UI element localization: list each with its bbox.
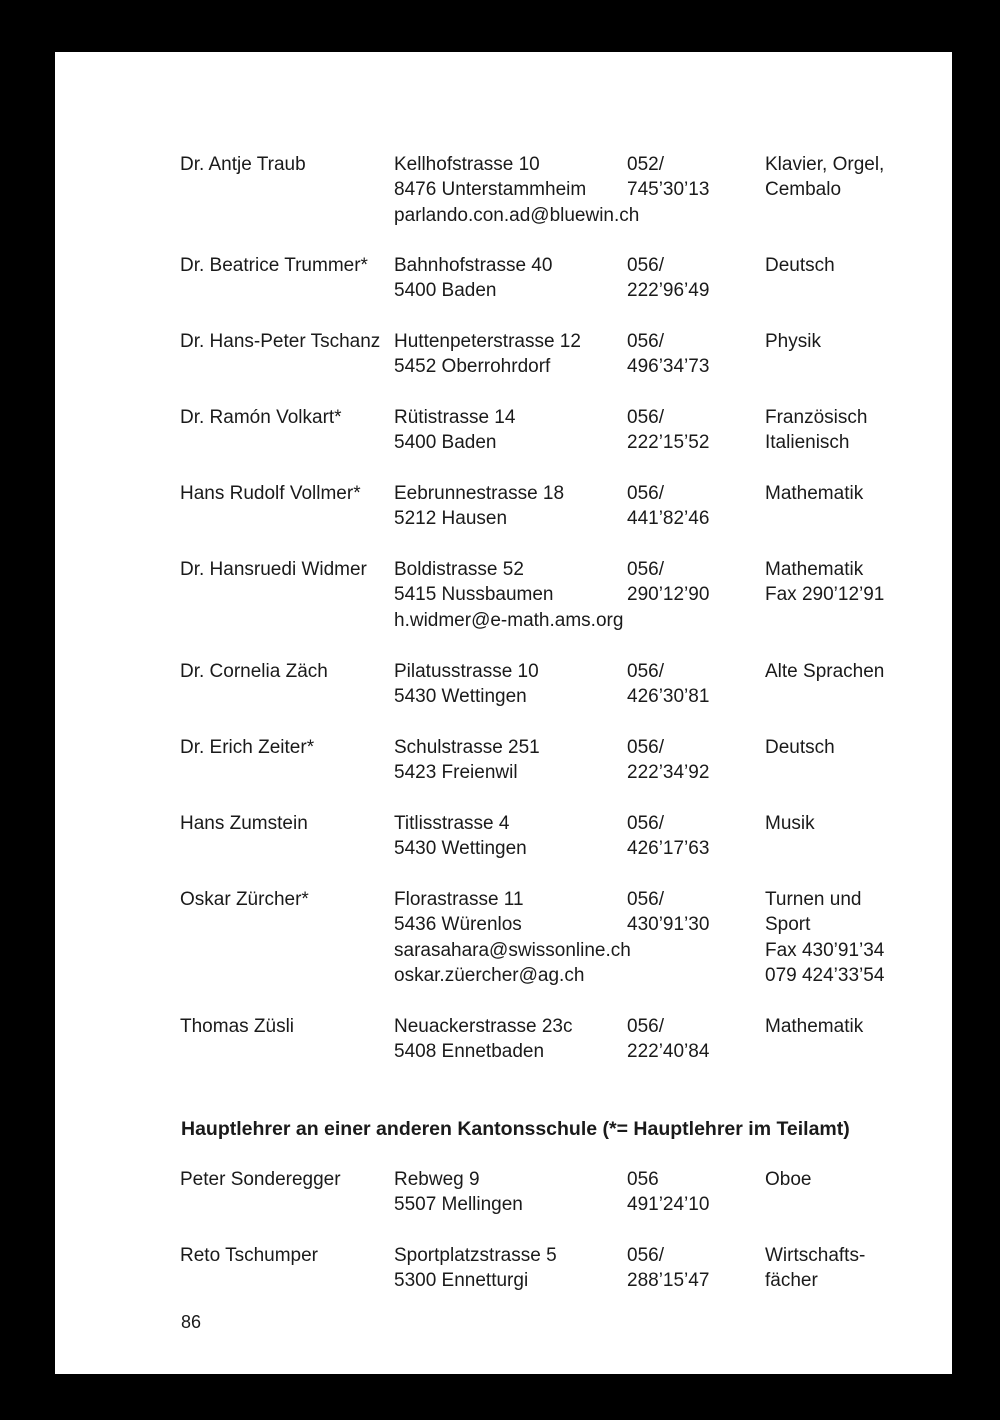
address-line: Rebweg 9 bbox=[394, 1169, 480, 1190]
subject-line: Physik bbox=[765, 331, 821, 352]
area-code: 056/ bbox=[627, 813, 664, 834]
address-line: 5507 Mellingen bbox=[394, 1194, 523, 1216]
area-code: 056/ bbox=[627, 255, 664, 276]
address-line: Schulstrasse 251 bbox=[394, 737, 540, 758]
address-line: 5408 Ennetbaden bbox=[394, 1041, 545, 1063]
name: Peter Sonderegger bbox=[180, 1169, 341, 1190]
email: parlando.con.ad@bluewin.ch bbox=[394, 204, 640, 226]
address bbox=[394, 1243, 557, 1294]
address bbox=[394, 659, 539, 710]
area-code: 056/ bbox=[627, 1245, 664, 1266]
phone-number: 222’15’52 bbox=[627, 432, 710, 454]
area-code: 056/ bbox=[627, 1016, 664, 1037]
subject-line: Alte Sprachen bbox=[765, 661, 885, 682]
name: Dr. Beatrice Trummer* bbox=[180, 255, 368, 276]
address-line: Rütistrasse 14 bbox=[394, 407, 516, 428]
subject-line: Mathematik bbox=[765, 1016, 864, 1037]
phone bbox=[627, 557, 709, 608]
address-line: 5423 Freienwil bbox=[394, 762, 518, 784]
phone bbox=[627, 887, 709, 938]
address-line: Kellhofstrasse 10 bbox=[394, 154, 540, 175]
address bbox=[394, 811, 527, 862]
name: Reto Tschumper bbox=[180, 1245, 318, 1266]
subject-line: Deutsch bbox=[765, 737, 835, 758]
page-number: 86 bbox=[181, 1312, 202, 1332]
area-code: 052/ bbox=[627, 154, 664, 175]
address-line: 5436 Würenlos bbox=[394, 914, 522, 936]
address-line: Titlisstrasse 4 bbox=[394, 813, 510, 834]
phone-number: 222’34’92 bbox=[627, 762, 710, 784]
subject bbox=[765, 1243, 865, 1294]
address-line: Pilatusstrasse 10 bbox=[394, 661, 539, 682]
address bbox=[394, 152, 639, 228]
name: Hans Zumstein bbox=[180, 813, 308, 834]
subject-line: Turnen und bbox=[765, 889, 862, 910]
subject bbox=[765, 253, 835, 278]
area-code: 056 bbox=[627, 1169, 659, 1190]
area-code: 056/ bbox=[627, 407, 664, 428]
name: Oskar Zürcher* bbox=[180, 889, 309, 910]
subject bbox=[765, 405, 867, 456]
name: Hans Rudolf Vollmer* bbox=[180, 483, 361, 504]
area-code: 056/ bbox=[627, 331, 664, 352]
phone bbox=[627, 405, 709, 456]
phone-number: 441’82’46 bbox=[627, 508, 710, 530]
address bbox=[394, 481, 564, 532]
address-line: 5300 Ennetturgi bbox=[394, 1270, 529, 1292]
subject-line: Sport bbox=[765, 914, 811, 936]
subject bbox=[765, 735, 835, 760]
address-line: Bahnhofstrasse 40 bbox=[394, 255, 553, 276]
subject bbox=[765, 811, 815, 836]
area-code: 056/ bbox=[627, 737, 664, 758]
area-code: 056/ bbox=[627, 559, 664, 580]
phone bbox=[627, 481, 709, 532]
subject bbox=[765, 1014, 863, 1039]
address-line: 5430 Wettingen bbox=[394, 838, 527, 860]
address bbox=[394, 1014, 572, 1065]
section-heading: Hauptlehrer an einer anderen Kantonsschule (*= Hauptlehrer im Teilamt) bbox=[181, 1118, 850, 1140]
address-line: 5212 Hausen bbox=[394, 508, 508, 530]
address-line: 5452 Oberrohrdorf bbox=[394, 356, 551, 378]
subject bbox=[765, 1167, 811, 1192]
subject-line: Fax 290’12’91 bbox=[765, 584, 885, 606]
phone-number: 745’30’13 bbox=[627, 179, 710, 201]
subject-line: Mathematik bbox=[765, 483, 864, 504]
document-page bbox=[55, 52, 952, 1374]
address bbox=[394, 405, 515, 456]
phone-number: 426’30’81 bbox=[627, 686, 710, 708]
subject-line: Mathematik bbox=[765, 559, 864, 580]
address-line: 5400 Baden bbox=[394, 432, 497, 454]
name: Dr. Hansruedi Widmer bbox=[180, 559, 367, 580]
fax-number: Fax 430’91’34 bbox=[765, 939, 885, 961]
address-line: 5400 Baden bbox=[394, 280, 497, 302]
subject bbox=[765, 659, 884, 684]
name: Dr. Erich Zeiter* bbox=[180, 737, 315, 758]
phone-number: 496’34’73 bbox=[627, 356, 710, 378]
subject-line: Wirtschafts- bbox=[765, 1245, 866, 1266]
email: h.widmer@e-math.ams.org bbox=[394, 609, 624, 631]
name: Dr. Hans-Peter Tschanz bbox=[180, 331, 381, 352]
phone-number: 222’40’84 bbox=[627, 1041, 710, 1063]
phone bbox=[627, 659, 709, 710]
subject bbox=[765, 152, 884, 203]
phone-number: 222’96’49 bbox=[627, 280, 710, 302]
address bbox=[394, 329, 581, 380]
email: sarasahara@swissonline.ch bbox=[394, 939, 631, 961]
name: Dr. Ramón Volkart* bbox=[180, 407, 342, 428]
address-line: Boldistrasse 52 bbox=[394, 559, 524, 580]
phone bbox=[627, 1167, 709, 1218]
area-code: 056/ bbox=[627, 483, 664, 504]
name: Dr. Cornelia Zäch bbox=[180, 661, 328, 682]
phone bbox=[627, 329, 709, 380]
subject-line: Französisch bbox=[765, 407, 868, 428]
address bbox=[394, 887, 631, 989]
phone-number: 430’91’30 bbox=[627, 914, 710, 936]
area-code: 056/ bbox=[627, 889, 664, 910]
phone bbox=[627, 735, 709, 786]
address-line: 5430 Wettingen bbox=[394, 686, 527, 708]
name: Dr. Antje Traub bbox=[180, 154, 306, 175]
phone bbox=[627, 253, 709, 304]
area-code: 056/ bbox=[627, 661, 664, 682]
phone-number: 288’15’47 bbox=[627, 1270, 710, 1292]
phone bbox=[627, 152, 709, 203]
name: Thomas Züsli bbox=[180, 1016, 295, 1037]
address bbox=[394, 1167, 523, 1218]
address-line: Florastrasse 11 bbox=[394, 889, 524, 910]
subject bbox=[765, 329, 821, 354]
subject-line: Oboe bbox=[765, 1169, 812, 1190]
email: oskar.züercher@ag.ch bbox=[394, 965, 585, 987]
subject-line: Musik bbox=[765, 813, 815, 834]
subject-line: Cembalo bbox=[765, 179, 842, 201]
address-line: Neuackerstrasse 23c bbox=[394, 1016, 573, 1037]
phone bbox=[627, 811, 709, 862]
phone bbox=[627, 1243, 709, 1294]
address-line: Eebrunnestrasse 18 bbox=[394, 483, 565, 504]
subject bbox=[765, 557, 884, 608]
mobile-number: 079 424’33’54 bbox=[765, 965, 885, 987]
subject bbox=[765, 887, 884, 989]
subject-line: Italienisch bbox=[765, 432, 850, 454]
address bbox=[394, 735, 540, 786]
phone-number: 290’12’90 bbox=[627, 584, 710, 606]
address bbox=[394, 557, 623, 633]
phone-number: 426’17’63 bbox=[627, 838, 710, 860]
address-line: Huttenpeterstrasse 12 bbox=[394, 331, 581, 352]
phone-number: 491’24’10 bbox=[627, 1194, 710, 1216]
phone bbox=[627, 1014, 709, 1065]
subject bbox=[765, 481, 863, 506]
address-line: 5415 Nussbaumen bbox=[394, 584, 554, 606]
address bbox=[394, 253, 552, 304]
subject-line: fächer bbox=[765, 1270, 818, 1292]
subject-line: Klavier, Orgel, bbox=[765, 154, 885, 175]
address-line: 8476 Unterstammheim bbox=[394, 179, 587, 201]
subject-line: Deutsch bbox=[765, 255, 835, 276]
address-line: Sportplatzstrasse 5 bbox=[394, 1245, 557, 1266]
